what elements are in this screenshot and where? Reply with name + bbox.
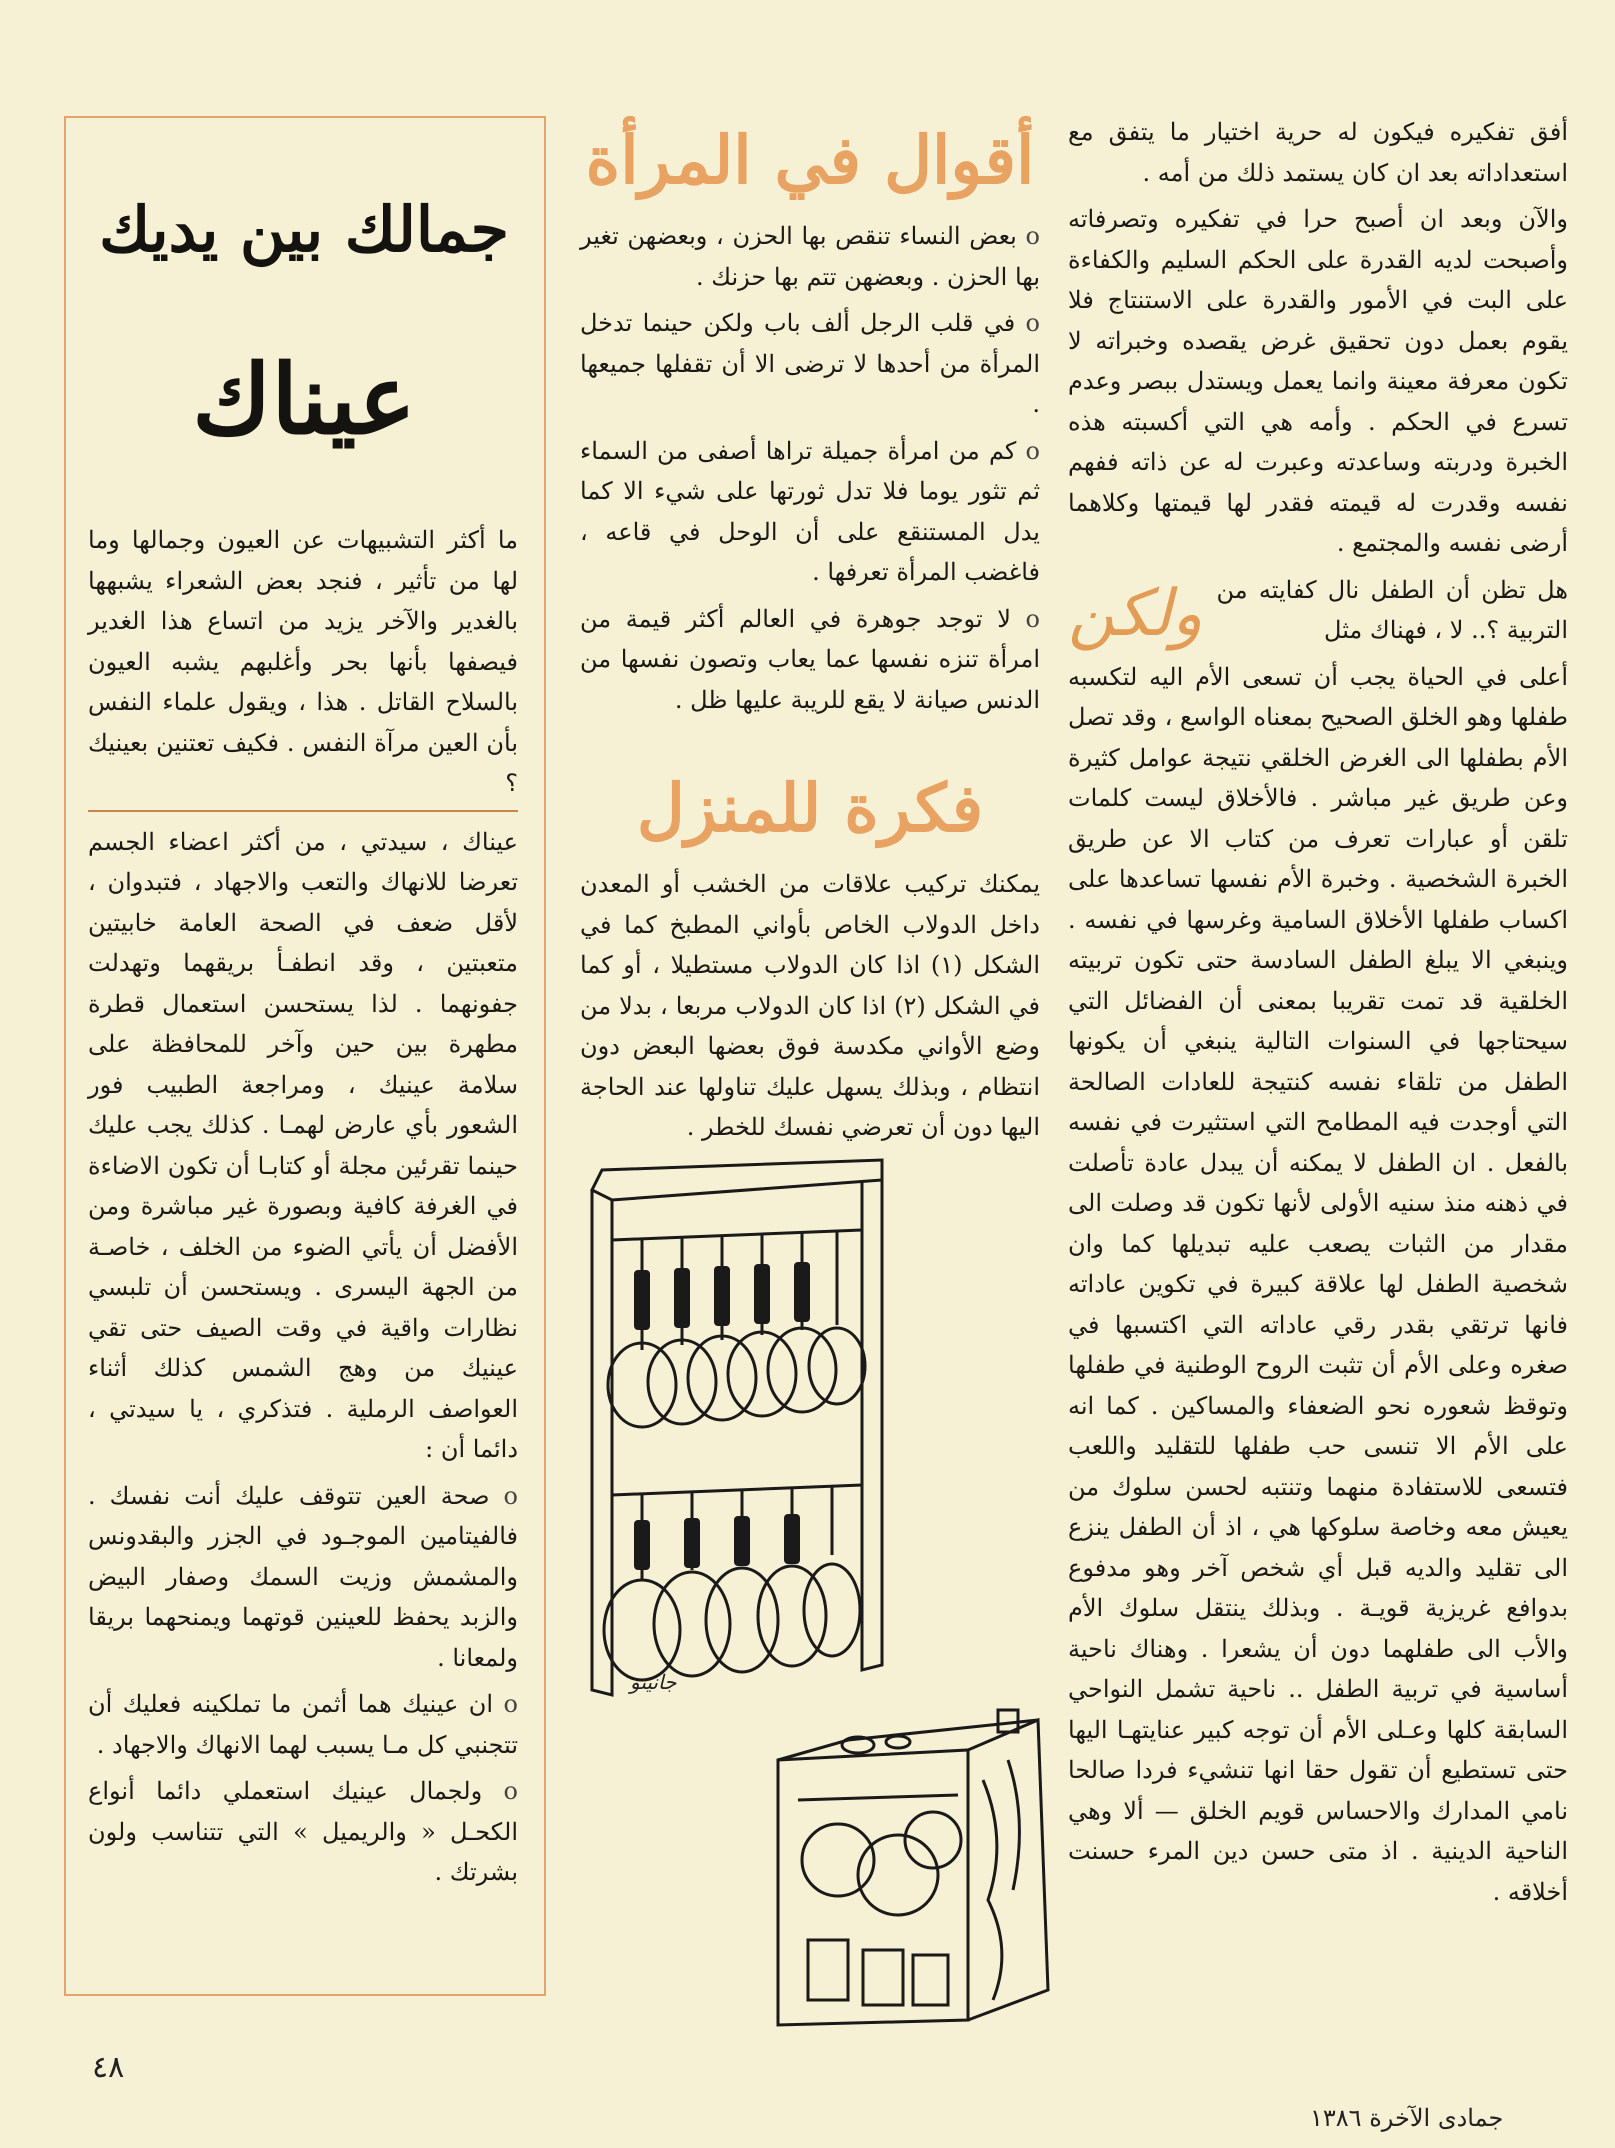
section-heading-sayings: أقوال في المرأة	[585, 121, 1035, 199]
title-line-1: جمالك بين يديك	[99, 193, 509, 266]
saying-item: o كم من امرأة جميلة تراها أصفى من السماء ثم تثور يوما فلا تدل ثورتها على شيء الا كما يدل المستنقع على أن الوحل في قاعه ، فاغضب المرأة تعرفها .	[580, 431, 1040, 593]
tip-item: o صحة العين تتوقف عليك أنت نفسك . فالفيتامين الموجـود في الجزر والبقدونس والمشمش وزيت السمك وصفار البيض والزبد يحفظ للعينين قوتهما ويمنحهما بريقا ولمعانا .	[88, 1476, 518, 1679]
section-heading-home-idea: فكرة للمنزل	[636, 769, 984, 847]
title-line-2: عيناك	[192, 343, 416, 456]
saying-item: o لا توجد جوهرة في العالم أكثر قيمة من امرأة تنزه نفسها عما يعاب وتصون نفسها من الدنس صيانة لا يقع للريبة عليها ظل .	[580, 599, 1040, 721]
paragraph: ما أكثر التشبيهات عن العيون وجمالها وما لها من تأثير ، فنجد بعض الشعراء يشبهها بالغدير والآخر يزيد من اتساع هذا الغدير فيصفها بأنها بحر وأغلبهم يشبه العيون بالسلاح القاتل . هذا ، ويقول علماء النفس بأن العين مرآة النفس . فكيف تعتنين بعينيك ؟	[88, 526, 518, 797]
right-article-column	[1068, 112, 1568, 1918]
paragraph: والآن وبعد ان أصبح حرا في تفكيره وتصرفاته وأصبحت لديه القدرة على الحكم السليم والكفاءة على البت في الأمور والقدرة على الاستنتاج فلا يقوم بعمل دون تحقيق غرض يقصده وخبراته لا تكون معرفة معينة وانما يعمل ويستدل ببصر وعدم تسرع في الحكم . وأمه هي التي أكسبته هذه الخبرة ودربته وساعدته وعبرت له عن ذاته ففهم نفسه وقدرت له قيمته فقدر لها قيمتها وكلاهما أرضى نفسه والمجتمع .	[1068, 205, 1569, 557]
artist-signature: جانيتو	[630, 1670, 677, 1694]
cupboard-illustration	[768, 1700, 1068, 2030]
wlakin-section	[1068, 570, 1568, 651]
beauty-article-title	[84, 180, 524, 480]
paragraph: أفق تفكيره فيكون له حرية اختيار ما يتفق مع استعداداته بعد ان كان يستمد ذلك من أمه .	[1068, 118, 1568, 187]
home-idea-paragraph: يمكنك تركيب علاقات من الخشب أو المعدن داخل الدولاب الخاص بأواني المطبخ كما في الشكل (١) اذا كان الدولاب مستطيلا ، أو كما في الشكل (٢) اذا كان الدولاب مربعا ، بدلا من وضع الأواني مكدسة فوق بعضها البعض دون انتظام ، وبذلك يسهل عليك تناولها عند الحاجة اليها دون أن تعرضي نفسك للخطر .	[580, 870, 1040, 1141]
divider	[88, 810, 518, 812]
middle-column	[580, 112, 1040, 1154]
beauty-article-body	[88, 520, 518, 1899]
tip-item: o ولجمال عينيك استعملي دائما أنواع الكحـل « والريميل » التي تتناسب ولون بشرتك .	[88, 1771, 518, 1893]
page-number: ٤٨	[92, 2050, 125, 2085]
issue-date: جمادى الآخرة ١٣٨٦	[1310, 2104, 1504, 2132]
tip-item: o ان عينيك هما أثمن ما تملكينه فعليك أن تتجنبي كل مـا يسبب لهما الانهاك والاجهاد .	[88, 1684, 518, 1765]
paragraph: أعلى في الحياة يجب أن تسعى الأم اليه لتكسبه طفلها وهو الخلق الصحيح بمعناه الواسع ، وقد تصل الأم بطفلها الى الغرض الخلقي نتيجة عوامل كثيرة وعن طريق غير مباشر . فالأخلاق ليست كلمات تلقن أو عبارات تعرف من كتاب الا عن طريق الخبرة الشخصية . وخبرة الأم نفسها تساعدها على اكساب طفلها الأخلاق السامية وغرسها في نفسه . وينبغي الا يبلغ الطفل السادسة حتى تكون تربيته الخلقية قد تمت تقريبا بمعنى أن الفضائل التي سيحتاجها في السنوات التالية ينبغي أن يكونها الطفل من تلقاء نفسه كنتيجة للعادات الصالحة التي أوجدت فيه المطامح التي استثيرت في نفسه بالفعل . ان الطفل لا يمكنه أن يبدل عادة تأصلت في ذهنه منذ سنيه الأولى لأنها تكون قد وصلت الى مقدار من الثبات يصعب عليه تبديلها كما وان شخصية الطفل لها علاقة كبيرة في تكوين عاداته فانها ترتقي بقدر رقي عاداته التي اكتسبها في صغره وعلى الأم أن تثبت الروح الوطنية في طفلها وتوقظ شعوره نحو الضعفاء والمساكين . كما انه على الأم الا تنسى حب طفلها للتقليد واللعب فتسعى للاستفادة منهما وتنتبه لحسن سلوك من يعيش معه وخاصة سلوكها هي ، اذ أن الطفل ينزع الى تقليد والديه قبل أي شخص آخر وهو مدفوع بدوافع غريزية قويـة . وبذلك ينتقل سلوك الأم والأب الى طفلهما دون أن يشعرا . وهناك ناحية أساسية في تربية الطفل .. ناحية تشمل النواحي السابقة كلها وعـلى الأم أن توجه كبير عنايتهـا اليها حتى تستطيع أن تقول حقا انها تنشيء فردا صالحا نامي المدارك والاحساس قويم الخلق — ألا وهي الناحية الدينية . اذ متى حسن دين المرء حسنت أخلاقه .	[1068, 662, 1569, 1906]
saying-item: o بعض النساء تنقص بها الحزن ، وبعضهن تغير بها الحزن . وبعضهن تتم بها حزنك .	[580, 216, 1040, 297]
wlakin-heading: ولكن	[1068, 576, 1203, 651]
pot-rack-illustration	[582, 1150, 892, 1710]
saying-item: o في قلب الرجل ألف باب ولكن حينما تدخل المرأة من أحدها لا ترضى الا أن تقفلها جميعها .	[580, 303, 1040, 425]
paragraph: عيناك ، سيدتي ، من أكثر اعضاء الجسم تعرضا للانهاك والتعب والاجهاد ، فتبدوان ، لأقل ضعف في الصحة العامة خابيتين متعبتين ، وقد انطفـأ بريقهما وتهدلت جفونهما . لذا يستحسن استعمال قطرة مطهرة بين حين وآخر للمحافظة على سلامة عينيك ، ومراجعة الطبيب فور الشعور بأي عارض لهمـا . كذلك يجب عليك حينما تقرئين مجلة أو كتابـا أن تكون الاضاءة في الغرفة كافية وبصورة غير مباشرة ومن الأفضل أن يأتي الضوء من الخلف ، خاصـة من الجهة اليسرى . ويستحسن أن تلبسي نظارات واقية في وقت الصيف حتى تقي عينيك من وهج الشمس كذلك أثناء العواصف الرملية . فتذكري ، يا سيدتي ، دائما أن :	[88, 827, 518, 1463]
paragraph: هل تظن أن الطفل نال كفايته من التربية ؟.. لا ، فهناك مثل	[1216, 575, 1568, 644]
